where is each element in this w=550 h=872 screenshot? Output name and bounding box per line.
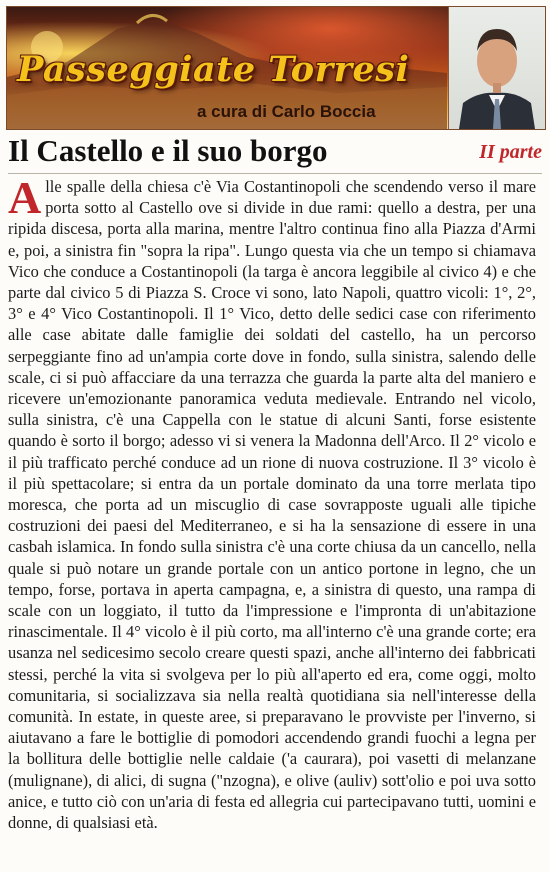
author-portrait-icon <box>449 7 545 129</box>
author-line: a cura di Carlo Boccia <box>197 102 376 121</box>
header-banner <box>6 6 546 130</box>
article-title: Il Castello e il suo borgo <box>8 133 328 168</box>
article-body-text: lle spalle della chiesa c'è Via Costantinopoli che scendendo verso il mare porta sotto al Castello ove si divide in due rami: quello a destra, per una ripida discesa, porta alla marina, mentre l'altro continua fino alla Piazza d'Armi e, poi, a sinistra fin "sopra la ripa". Lungo questa via che un tempo si chiamava Vico che conduce a Costantinopoli (la targa è ancora leggibile al civico 4) e che parte dal civico 5 di Piazza S. Croce vi sono, lato Napoli, quattro vicoli: 1°, 2°, 3° e 4° Vico Costantinopoli. Il 1° Vico, detto delle sedici case con riferimento alle case abitate dalle famiglie dei soldati del castello, ha un percorso serpeggiante fino ad un'ampia corte dove in fondo, sulla sinistra, salendo delle scale, ci si può affacciare da una terrazza che guarda la parte alta del maniero e ricevere un'emozionante panoramica veduta medievale. Entrando nel vicolo, sulla sinistra, c'è una Cappella con le statue di alcuni Santi, forse esistente quando è sorto il borgo; adesso vi si venera la Madonna dell'Arco. Il 2° vicolo e il più trafficato perché conduce ad un rione di nuova costruzione. Il 3° vicolo è il più spettacolare; si entra da un portale dominato da una torre merlata tipo moresca, che porta ad un miscuglio di case sovrapposte uguali alle tipiche costruzioni dei paesi del Mediterraneo, e si ha la sensazione di essere in una casbah islamica. In fondo sulla sinistra c'è una corte chiusa da un cancello, nella quale si può notare un grande portale con un antico portone in legno, che un tempo, forse, portava in aperta campagna, e, a sinistra di questo, una rampa di scale con un loggiato, il tutto da l'impressione e l'impronta di un'abitazione rinascimentale. Il 4° vicolo è il più corto, ma all'interno c'è una grande corte; era usanza nel sedicesimo secolo creare questi spazi, anche all'interno dei fabbricati stessi, perché la vita si svolgeva per lo più all'aperto ed era, come oggi, molto comunitaria, si socializzava sia nella realtà quotidiana sia nell'interesse della comunità. In estate, in queste aree, si preparavano le provviste per l'inverno, si aiutavano a fare le bottiglie di pomodori accendendo grandi fuochi a legna per la bollitura delle bottiglie nelle caldaie ('a caurara), poi vasetti di melanzane (mulignane), di alici, di sugna ("nzogna), e olive (auliv) sott'olio e poi uva sotto anice, e tutto ciò con un'aria di festa ed allegria cui partecipavano tutti, uomini e donne, di qualsiasi età. <box>8 177 536 833</box>
author-photo <box>448 7 545 129</box>
divider <box>8 173 542 174</box>
drop-cap: A <box>8 176 42 223</box>
article-body <box>8 176 536 872</box>
series-title: Passeggiate Torresi <box>17 49 410 90</box>
part-label: II parte <box>479 141 542 163</box>
